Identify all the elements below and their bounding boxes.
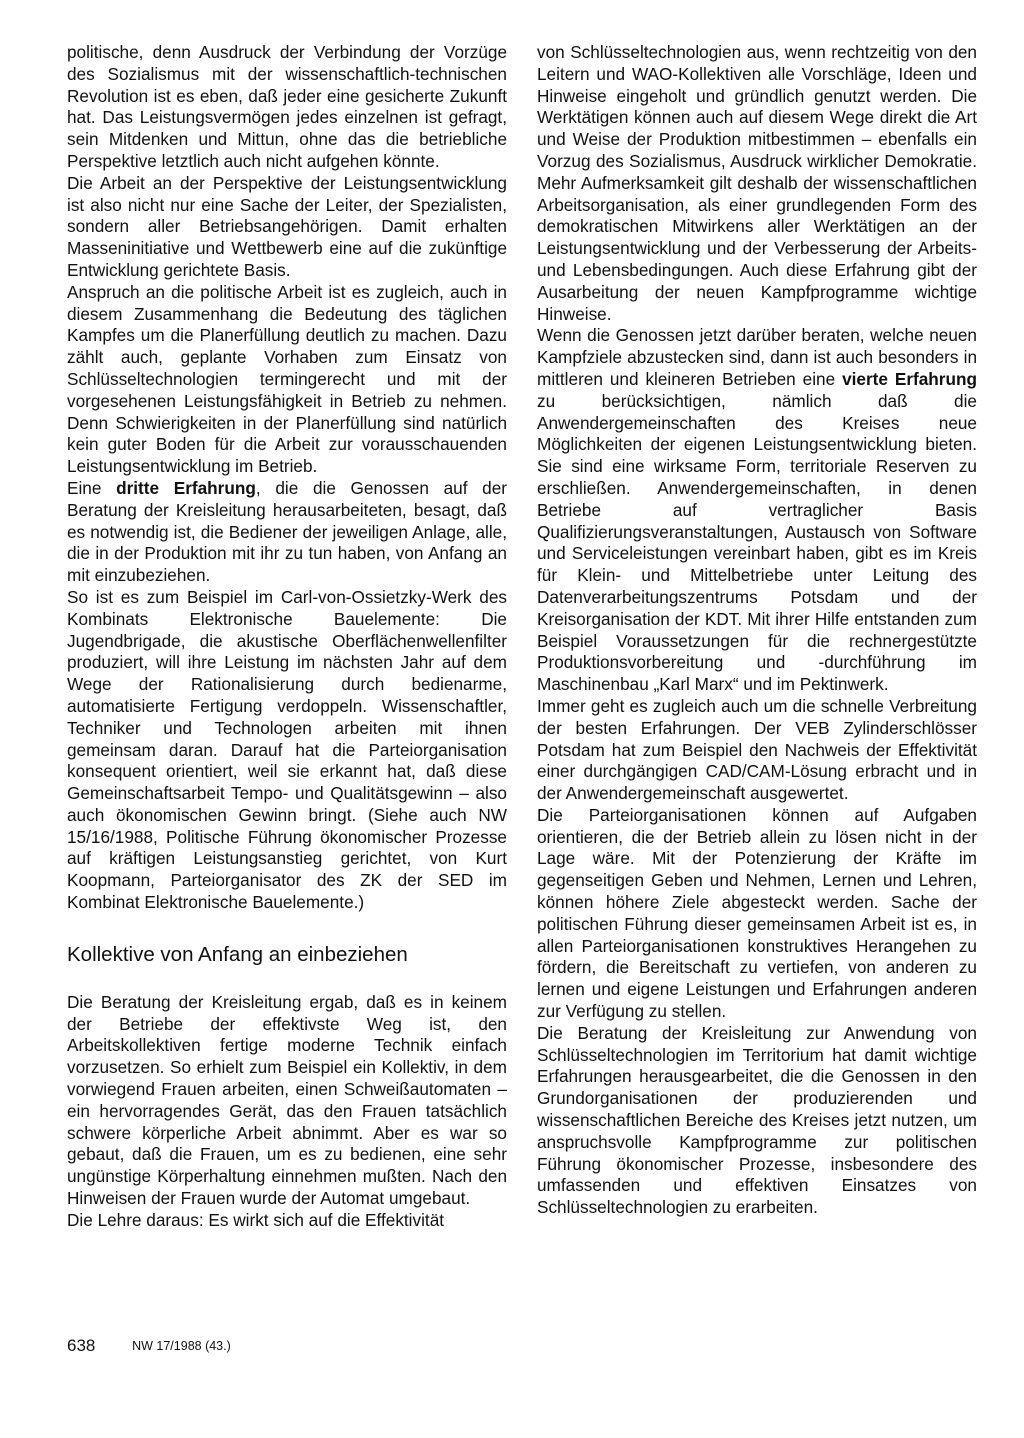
paragraph [537, 325, 977, 696]
page-number: 638 [67, 1336, 96, 1355]
paragraph: Die Lehre daraus: Es wirkt sich auf die Effektivität [67, 1209, 445, 1230]
paragraph: Immer geht es zugleich auch um die schnelle Verbreitung der besten Erfahrungen. Der VEB Zylinderschlösser Potsdam hat zum Beispiel den Nachweis der Effektivität einer durchgängigen CAD/CAM-Lösung erbracht und in der Anwendergemeinschaft ausgewertet. [537, 695, 977, 804]
paragraph: Anspruch an die politische Arbeit ist es zugleich, auch in diesem Zusammenhang die Bedeutung des täglichen Kampfes um die Planerfüllung deutlich zu machen. Dazu zählt auch, geplante Vorhaben zum Einsatz von Schlüsseltechnologien termingerecht und mit der vorgesehenen Leistungsfähigkeit in Betrieb zu nehmen. Denn Schwierigkeiten in der Planerfüllung sind natürlich kein guter Boden für die Arbeit zur vorausschauenden Leistungsentwicklung im Betrieb. [67, 281, 507, 477]
paragraph [67, 478, 507, 587]
paragraph-text: , die die Genossen auf der Beratung der Kreisleitung herausarbeiteten, besagt, daß es notwendig ist, die Bediener der jeweiligen Anlage, alle, die in der Produktion mit ihr zu tun haben, von Anfang an mit einzubeziehen. [67, 477, 508, 586]
right-column [537, 42, 977, 1219]
paragraph: Die Parteiorganisationen können auf Aufgaben orientieren, die der Betrieb allein zu lösen nicht in der Lage wäre. Mit der Potenzierung der Kräfte im gegenseitigen Geben und Nehmen, Lernen und Lehren, können höhere Ziele abgesteckt werden. Sache der politischen Führung dieser gemeinsamen Arbeit ist es, in allen Parteiorganisationen konstruktives Herangehen zu fördern, die Bereitschaft zu vertiefen, von anderen zu lernen und eigene Leistungen und Erfahrungen anderen zur Verfügung zu stellen. [537, 804, 977, 1022]
paragraph-text: Wenn die Genossen jetzt darüber beraten, welche neuen Kampfziele abzustecken sind, dann ist auch besonders in mittleren und kleineren Betrieben eine [537, 325, 977, 389]
issue-reference: NW 17/1988 (43.) [132, 1339, 231, 1353]
paragraph: Die Beratung der Kreisleitung zur Anwendung von Schlüsseltechnologien im Territorium hat damit wichtige Erfahrungen herausgearbeitet, die die Genossen in den Grundorganisationen der produzierenden und wissenschaftlichen Bereiche des Kreises jetzt nutzen, um anspruchsvolle Kampfprogramme zur politischen Führung ökonomischer Prozesse, insbesondere des umfassenden und effektiven Einsatzes von Schlüsseltechnologien zu erarbeiten. [537, 1022, 977, 1218]
emphasis-vierte-erfahrung: vierte Erfahrung [842, 368, 977, 389]
paragraph: Die Arbeit an der Perspektive der Leistungsentwicklung ist also nicht nur eine Sache der Leiter, der Spezialisten, sondern aller Betriebsangehörigen. Damit erhalten Masseninitiative und Wettbewerb eine auf die zukünftige Entwicklung gerichtete Basis. [67, 172, 507, 280]
emphasis-dritte-erfahrung: dritte Erfahrung [116, 477, 256, 498]
paragraph: So ist es zum Beispiel im Carl-von-Ossietzky-Werk des Kombinats Elektronische Bauelemente: Die Jugendbrigade, die akustische Oberflächenwellenfilter produziert, will ihre Leistung im nächsten Jahr auf dem Wege der Rationalisierung durch bedienarme, automatisierte Fertigung verdoppeln. Wissenschaftler, Techniker und Technologen arbeiten mit ihnen gemeinsam daran. Darauf hat die Parteiorganisation konsequent orientiert, weil sie erkannt hat, daß diese Gemeinschaftsarbeit Tempo- und Qualitätsgewinn – also auch ökonomischen Gewinn bringt. (Siehe auch NW 15/16/1988, Politische Führung ökonomischer Prozesse auf kräftigen Leistungsanstieg gerichtet, von Kurt Koopmann, Parteiorganisator des ZK der SED im Kombinat Elektronische Bauelemente.) [67, 586, 507, 913]
paragraph: von Schlüsseltechnologien aus, wenn rechtzeitig von den Leitern und WAO-Kollektiven alle Vorschläge, Ideen und Hinweise eingeholt und gründlich genutzt werden. Die Werktätigen können auch auf diesem Wege direkt die Art und Weise der Produktion mitbestimmen – ebenfalls ein Vorzug des Sozialismus, Ausdruck wirklicher Demokratie. Mehr Aufmerksamkeit gilt deshalb der wissenschaftlichen Arbeitsorganisation, als einer grundlegenden Form des demokratischen Mitwirkens aller Werktätigen an der Leistungsentwicklung und der Verbesserung der Arbeits- und Lebensbedingungen. Auch diese Erfahrung gibt der Ausarbeitung der neuen Kampfprogramme wichtige Hinweise. [537, 42, 977, 324]
paragraph-text: Eine [67, 477, 117, 498]
paragraph-text: zu berücksichtigen, nämlich daß die Anwendergemeinschaften des Kreises neue Möglichkeiten der eigenen Leistungsentwicklung bieten. Sie sind eine wirksame Form, territoriale Reserven zu erschließen. Anwendergemeinschaften, in denen Betriebe auf vertraglicher Basis Qualifizierungsveranstaltungen, Austausch von Software und Serviceleistungen vereinbart haben, gibt es im Kreis für Klein- und Mittelbetriebe unter Leitung des Datenverarbeitungszentrums Potsdam und der Kreisorganisation der KDT. Mit ihrer Hilfe entstanden zum Beispiel Voraussetzungen für die rechnergestützte Produktionsvorbereitung und -durchführung im Maschinenbau „Karl Marx“ und im Pektinwerk. [537, 390, 977, 695]
left-column [67, 42, 507, 1232]
page-footer [67, 1336, 231, 1356]
paragraph: Die Beratung der Kreisleitung ergab, daß es in keinem der Betriebe der effektivste Weg ist, den Arbeitskollektiven fertige moderne Technik einfach vorzusetzen. So erhielt zum Beispiel ein Kollektiv, in dem vorwiegend Frauen arbeiten, einen Schweißautomaten – ein hervorragendes Gerät, das den Frauen tatsächlich schwere körperliche Arbeit abnimmt. Aber es war so gebaut, daß die Frauen, um es zu bedienen, eine sehr ungünstige Körperhaltung einnehmen mußten. Nach den Hinweisen der Frauen wurde der Automat umgebaut. [67, 991, 507, 1209]
paragraph: politische, denn Ausdruck der Verbindung der Vorzüge des Sozialismus mit der wissenschaftlich-technischen Revolution ist es eben, daß jeder eine gesicherte Zukunft hat. Das Leistungsvermögen jedes einzelnen ist gefragt, sein Mitdenken und Mittun, ohne das die betriebliche Perspektive letztlich auch nicht aufgehen könnte. [67, 42, 507, 171]
section-heading: Kollektive von Anfang an einbeziehen [67, 942, 408, 966]
